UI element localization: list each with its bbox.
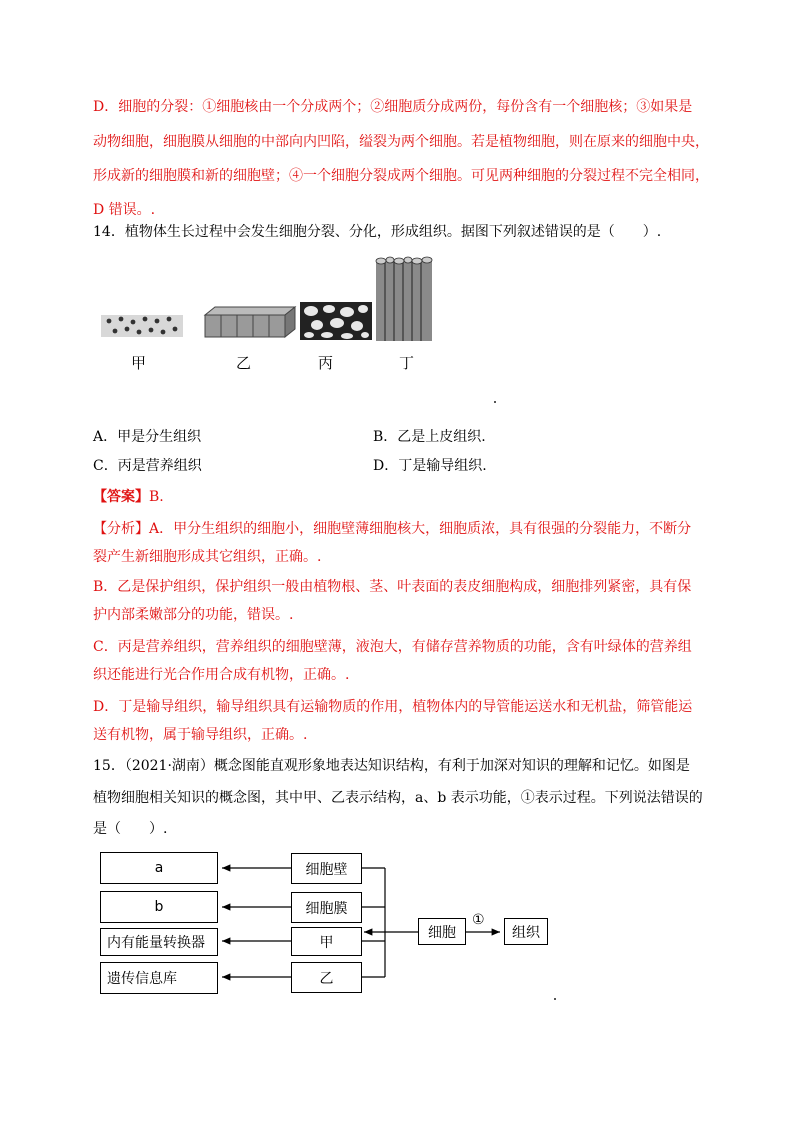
q14-analysis-line-4: 护内部柔嫩部分的功能，错误。.	[93, 607, 294, 623]
q14-analysis-line-1: 【分析】A．甲分生组织的细胞小，细胞壁薄细胞核大，细胞质浓，具有很强的分裂能力，不断分	[93, 521, 692, 537]
q14-stem: 14．植物体生长过程中会发生细胞分裂、分化，形成组织。据图下列叙述错误的是（ ）.	[93, 224, 662, 240]
structure-box-cell-membrane: 细胞膜	[291, 892, 362, 923]
q14-analysis-line-2: 裂产生新细胞形成其它组织，正确。.	[93, 549, 322, 565]
q14-option-c: C．丙是营养组织	[93, 458, 202, 474]
q14-analysis-line-3: B．乙是保护组织，保护组织一般由植物根、茎、叶表面的表皮细胞构成，细胞排列紧密，具有保	[93, 579, 692, 595]
structure-box-yi: 乙	[291, 962, 362, 993]
q14-option-b: B．乙是上皮组织.	[373, 429, 486, 445]
q15-stem-line-2: 植物细胞相关知识的概念图，其中甲、乙表示结构，a、b 表示功能，①表示过程。下列说法错误的	[93, 790, 703, 806]
q13-analysis-line-4: D 错误。.	[93, 202, 156, 218]
q13-analysis-line-1: D．细胞的分裂：①细胞核由一个分成两个；②细胞质分成两份，每份含有一个细胞核；③如果是	[93, 99, 693, 115]
q15-stem-line-3: 是（ ）.	[93, 821, 168, 837]
q14-analysis-line-7: D．丁是输导组织，输导组织具有运输物质的作用，植物体内的导管能运送水和无机盐，筛管能运	[93, 699, 693, 715]
figure-label-bing: 丙	[318, 354, 334, 372]
q14-option-d: D．丁是输导组织.	[373, 458, 487, 474]
function-box-a: a	[100, 852, 218, 884]
answer-tag: 【答案】	[93, 489, 149, 505]
q14-analysis-line-5: C．丙是营养组织，营养组织的细胞壁薄，液泡大，有储存营养物质的功能，含有叶绿体的营养组	[93, 639, 692, 655]
figure-label-jia: 甲	[131, 354, 147, 372]
function-box-energy-converter: 内有能量转换器	[100, 928, 218, 956]
diagram-dot	[554, 998, 556, 1000]
q13-analysis-line-2: 动物细胞，细胞膜从细胞的中部向内凹陷，缢裂为两个细胞。若是植物细胞，则在原来的细胞中央，	[93, 134, 709, 150]
figure-label-yi: 乙	[236, 354, 252, 372]
process-label: ①	[472, 912, 485, 928]
q14-option-a: A．甲是分生组织	[93, 429, 202, 445]
cell-box: 细胞	[418, 918, 466, 945]
q14-analysis-line-8: 送有机物，属于输导组织，正确。.	[93, 727, 308, 743]
structure-box-jia: 甲	[291, 927, 362, 956]
figure-label-ding: 丁	[399, 354, 415, 372]
structure-box-cell-wall: 细胞壁	[291, 853, 362, 884]
function-box-b: b	[100, 891, 218, 923]
q15-stem-line-1: 15．（2021·湖南）概念图能直观形象地表达知识结构，有利于加深对知识的理解和记忆。如图是	[93, 758, 690, 774]
answer-value: B.	[149, 489, 164, 505]
function-box-genetic-library: 遗传信息库	[100, 962, 218, 994]
q13-analysis-line-3: 形成新的细胞膜和新的细胞壁；④一个细胞分裂成两个细胞。可见两种细胞的分裂过程不完全相同，	[93, 168, 709, 184]
tissue-box: 组织	[504, 918, 548, 945]
q14-analysis-line-6: 织还能进行光合作用合成有机物，正确。.	[93, 667, 350, 683]
